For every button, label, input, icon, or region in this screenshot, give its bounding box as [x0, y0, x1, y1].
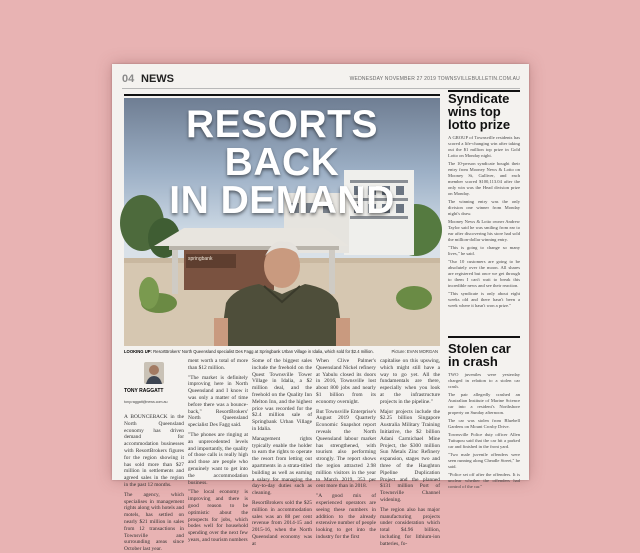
rail-story-lotto	[448, 92, 520, 332]
rail-story-crash	[448, 341, 520, 489]
page-folio	[122, 72, 520, 89]
paragraph: Major projects include the $2.25 billion Singapore Australia Military Training Initiative, the $2 billion Adani Carmichael Mine Project, the $300 million Sun Metals Zinc Refinery expansion, stages two and three of the Haughton Pipeline Duplication Project and the planned $131 million Port of Townsville Channel widening.	[380, 408, 440, 503]
caption-text: ResortBrokers' North Queensland specialist Des Fagg at Springbank Urban Village in Idalia, which sold for $2.4 million.	[153, 349, 374, 354]
headline-line-2: IN DEMAND	[169, 179, 395, 222]
rail-headline: Stolen car in crash	[448, 341, 511, 369]
body-column-3	[252, 358, 312, 547]
newspaper-page	[112, 64, 529, 553]
photo-caption	[124, 347, 440, 356]
paragraph: "This syndicate is only about eight weeks old and there hasn't been a week where it hasn't won a prize."	[448, 291, 520, 308]
paragraph: The car was stolen from Bluebell Gardens on Mount Crosby Drive.	[448, 418, 520, 429]
lead-story	[124, 94, 440, 553]
body-column-1	[124, 414, 184, 553]
byline	[124, 360, 184, 412]
headline-line-1: RESORTS BACK	[185, 103, 379, 184]
section-name: NEWS	[141, 73, 174, 85]
byline-name: TONY RAGGATT	[124, 388, 164, 394]
paragraph: Mooney News & Lotto owner Andrew Taylor said he was smiling from ear to ear after discovering his store had sold the million-dollar winning entry.	[448, 219, 520, 242]
hero-photo	[124, 98, 440, 346]
paragraph: The pair allegedly crashed an Australian Institute of Marine Science car into a resident's Northshore property on Sunday afternoon.	[448, 392, 520, 415]
caption-lead: LOOKING UP:	[124, 349, 152, 354]
byline-email: tony.raggatt@news.com.au	[124, 400, 168, 404]
paragraph: "Our 10 customers are going to be absolutely over the moon. All shares are registered but once we get through to them I can't wait to break this incredible news and see their reaction.	[448, 259, 520, 288]
body-column-4	[316, 358, 376, 540]
paragraph: capitalise on this upswing, which might still have a way to go yet. All the fundamentals are there, especially when you look at the infrastructure projects in the pipeline."	[380, 358, 440, 405]
paragraph: A BOUNCEBACK in the North Queensland economy has driven demand for accommodation businesses with ResortBrokers figures for the region showing it has sold more than $27 million in settlements and agreed sales in the region in the past 12 months.	[124, 414, 184, 488]
side-rail	[448, 90, 520, 489]
paragraph: TWO juveniles were yesterday charged in relation to a stolen car crash.	[448, 372, 520, 389]
paragraph: "The market is definitely improving here in North Queensland and I know it was only a matter of time before there was a bounce-back," ResortBrokers' North Queensland specialist Des Fagg said.	[188, 374, 248, 429]
paragraph: The 10-person syndicate bought their entry from Mooney News & Lotto on Mooney St, Gulliver, and each member scored $100,113.04 after the only win was the Head division prize on Monday.	[448, 161, 520, 196]
photo-credit: Picture: EVAN MORGAN	[391, 349, 438, 354]
avatar	[144, 362, 164, 384]
page-number: 04	[122, 73, 135, 85]
paragraph: ResortBrokers sold the $25 million in accommodation sales was an 88 per cent revenue from 2014-15 and 2015-16, when the North Queensland economy was at	[252, 499, 312, 547]
body-column-2	[188, 358, 248, 543]
paragraph: "The phones are ringing at an unprecedented levels and importantly, the quality of those calls is really high and those are people who genuinely want to get into the accommodation business.	[188, 431, 248, 486]
paragraph: Townsville Police duty officer Allen Tuitupou said that the car hit a parked car and finished in the front yard.	[448, 432, 520, 449]
paragraph: "The local economy is improving and there is good reason to be optimistic about the prospects for jobs, which bodes well for household spending over the next few years, and tourism numbers	[188, 489, 248, 543]
dateline: WEDNESDAY NOVEMBER 27 2019 TOWNSVILLEBULLETIN.COM.AU	[349, 76, 520, 82]
resort-sign: springbank	[188, 256, 213, 262]
paragraph: The region also has major manufacturing projects under consideration which total $4.96 billion, including for lithium-ion batteries, fo-	[380, 506, 440, 547]
paragraph: "Two male juvenile offenders were seen running along Cheadle Street," he said.	[448, 452, 520, 469]
paragraph: "This is going to change so many lives," he said.	[448, 245, 520, 256]
paragraph: Management rights typically enable the holder to earn the rights to operate the resort from letting out apartments in a strata-titled building as well as earning a salary for managing the day-to-day duties such as cleaning.	[252, 435, 312, 497]
rail-headline: Syndicate wins top lotto prize	[448, 91, 511, 132]
paragraph: "A good mix of experienced operators are seeing these numbers in addition to the already extensive number of people looking to get into the industry for the first	[316, 493, 376, 540]
headline	[124, 103, 440, 222]
divider	[448, 336, 520, 338]
paragraph: When Clive Palmer's Queensland Nickel refinery at Yabulu closed its doors in 2016, Townsville lost about 800 jobs and nearly $1 billion from its economy overnight.	[316, 358, 376, 405]
paragraph: Some of the biggest sales include the freehold on the Quest Townsville Tower Village in Idalia, a $2 million deal, and the freehold on the Quality Inn Melton Inn, and the highest price was recorded for the $2.4 million sale of Springbank Urban Village in Idalia.	[252, 358, 312, 432]
paragraph: A GROUP of Townsville residents has scored a life-changing win after taking out the $1 million top prize in Gold Lotto on Monday night.	[448, 135, 520, 158]
paragraph: "Police set off after the offenders. It is unclear whether the offenders had control of the car."	[448, 472, 520, 489]
paragraph: The winning entry was the only division one winner from Monday night's draw.	[448, 199, 520, 216]
paragraph: The agency, which specialises in management rights along with hotels and motels, has settled on nearly $21 million in sales from 12 transactions in Townsville and surrounding areas since October last year.	[124, 491, 184, 553]
body-column-5	[380, 358, 440, 547]
paragraph: ment worth a total of more than $12 million.	[188, 358, 248, 371]
paragraph: But Townsville Enterprise's August 2019 Quarterly Economic Snapshot report reveals the North Queensland labour market has strengthened, with tourism also performing strongly. The report shows the region attracted 2.98 million visitors in the year to March 2019, 353 per cent more than in 2018.	[316, 408, 376, 490]
